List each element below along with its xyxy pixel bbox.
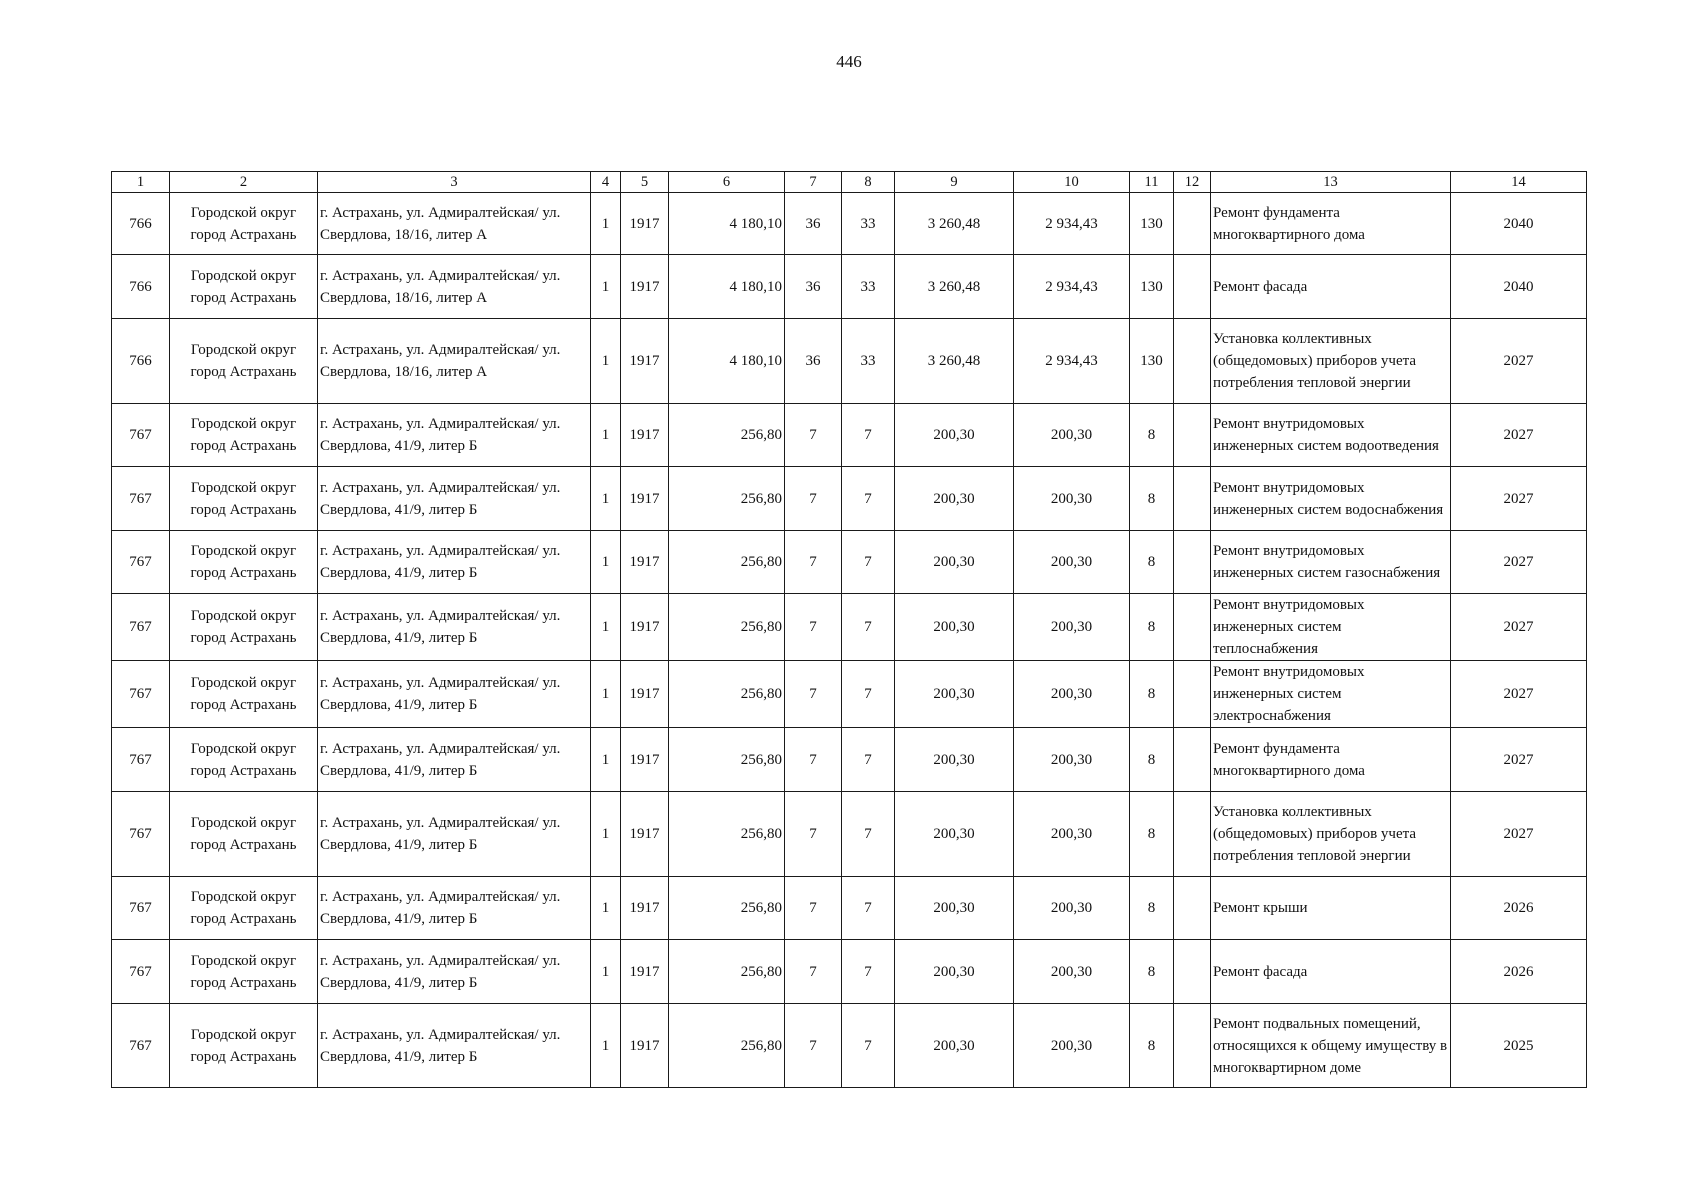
district-cell: Городской округ город Астрахань (170, 728, 318, 792)
address-cell: г. Астрахань, ул. Адмиралтейская/ ул. Свердлова, 41/9, литер Б (318, 661, 591, 728)
column-header-6: 6 (669, 172, 785, 193)
work-type-cell: Ремонт крыши (1211, 877, 1451, 940)
col10-cell: 200,30 (1014, 404, 1130, 467)
row-number: 767 (112, 940, 170, 1004)
col9-cell: 200,30 (895, 877, 1014, 940)
col8-cell: 7 (842, 594, 895, 661)
col10-cell: 200,30 (1014, 531, 1130, 594)
plan-year-cell: 2027 (1451, 594, 1587, 661)
col7-cell: 7 (785, 531, 842, 594)
work-type-cell: Ремонт подвальных помещений, относящихся к общему имуществу в многоквартирном доме (1211, 1004, 1451, 1088)
district-cell: Городской округ город Астрахань (170, 1004, 318, 1088)
table-row (112, 255, 1587, 319)
col9-cell: 3 260,48 (895, 255, 1014, 319)
col8-cell: 7 (842, 940, 895, 1004)
col8-cell: 7 (842, 661, 895, 728)
total-area-cell: 256,80 (669, 792, 785, 877)
column-header-13: 13 (1211, 172, 1451, 193)
year-built-cell: 1917 (621, 940, 669, 1004)
col7-cell: 7 (785, 594, 842, 661)
total-area-cell: 256,80 (669, 467, 785, 531)
col7-cell: 7 (785, 661, 842, 728)
col8-cell: 7 (842, 404, 895, 467)
district-cell: Городской округ город Астрахань (170, 531, 318, 594)
col10-cell: 2 934,43 (1014, 255, 1130, 319)
floors-cell: 1 (591, 728, 621, 792)
district-cell: Городской округ город Астрахань (170, 404, 318, 467)
plan-year-cell: 2040 (1451, 255, 1587, 319)
year-built-cell: 1917 (621, 319, 669, 404)
table-row (112, 661, 1587, 728)
col10-cell: 2 934,43 (1014, 319, 1130, 404)
col12-cell (1174, 1004, 1211, 1088)
column-header-4: 4 (591, 172, 621, 193)
year-built-cell: 1917 (621, 1004, 669, 1088)
column-header-12: 12 (1174, 172, 1211, 193)
col7-cell: 7 (785, 792, 842, 877)
total-area-cell: 4 180,10 (669, 255, 785, 319)
col8-cell: 7 (842, 531, 895, 594)
column-header-14: 14 (1451, 172, 1587, 193)
table-row (112, 728, 1587, 792)
col10-cell: 200,30 (1014, 728, 1130, 792)
col12-cell (1174, 193, 1211, 255)
col8-cell: 33 (842, 319, 895, 404)
row-number: 767 (112, 728, 170, 792)
col12-cell (1174, 661, 1211, 728)
table-row (112, 877, 1587, 940)
year-built-cell: 1917 (621, 661, 669, 728)
floors-cell: 1 (591, 404, 621, 467)
page-number: 446 (836, 52, 862, 71)
col9-cell: 200,30 (895, 594, 1014, 661)
table-body (112, 193, 1587, 1088)
col12-cell (1174, 877, 1211, 940)
row-number: 767 (112, 792, 170, 877)
total-area-cell: 256,80 (669, 940, 785, 1004)
col12-cell (1174, 594, 1211, 661)
work-type-cell: Ремонт внутридомовых инженерных систем водоотведения (1211, 404, 1451, 467)
col7-cell: 7 (785, 728, 842, 792)
floors-cell: 1 (591, 531, 621, 594)
col12-cell (1174, 728, 1211, 792)
year-built-cell: 1917 (621, 594, 669, 661)
district-cell: Городской округ город Астрахань (170, 661, 318, 728)
total-area-cell: 256,80 (669, 594, 785, 661)
column-number-row (112, 172, 1587, 193)
col9-cell: 200,30 (895, 728, 1014, 792)
col12-cell (1174, 531, 1211, 594)
row-number: 767 (112, 877, 170, 940)
col7-cell: 7 (785, 877, 842, 940)
table-row (112, 319, 1587, 404)
col12-cell (1174, 467, 1211, 531)
table-row (112, 594, 1587, 661)
col7-cell: 7 (785, 1004, 842, 1088)
plan-year-cell: 2040 (1451, 193, 1587, 255)
column-header-2: 2 (170, 172, 318, 193)
district-cell: Городской округ город Астрахань (170, 792, 318, 877)
year-built-cell: 1917 (621, 531, 669, 594)
row-number: 767 (112, 467, 170, 531)
plan-year-cell: 2027 (1451, 467, 1587, 531)
col9-cell: 200,30 (895, 404, 1014, 467)
address-cell: г. Астрахань, ул. Адмиралтейская/ ул. Свердлова, 41/9, литер Б (318, 940, 591, 1004)
year-built-cell: 1917 (621, 877, 669, 940)
year-built-cell: 1917 (621, 728, 669, 792)
col7-cell: 36 (785, 193, 842, 255)
work-type-cell: Ремонт внутридомовых инженерных систем водоснабжения (1211, 467, 1451, 531)
district-cell: Городской округ город Астрахань (170, 319, 318, 404)
plan-year-cell: 2026 (1451, 877, 1587, 940)
col8-cell: 7 (842, 792, 895, 877)
total-area-cell: 256,80 (669, 1004, 785, 1088)
address-cell: г. Астрахань, ул. Адмиралтейская/ ул. Свердлова, 41/9, литер Б (318, 531, 591, 594)
column-header-1: 1 (112, 172, 170, 193)
col11-cell: 8 (1130, 531, 1174, 594)
plan-year-cell: 2027 (1451, 661, 1587, 728)
col10-cell: 200,30 (1014, 792, 1130, 877)
col11-cell: 8 (1130, 404, 1174, 467)
address-cell: г. Астрахань, ул. Адмиралтейская/ ул. Свердлова, 41/9, литер Б (318, 728, 591, 792)
col8-cell: 7 (842, 1004, 895, 1088)
work-type-cell: Установка коллективных (общедомовых) приборов учета потребления тепловой энергии (1211, 792, 1451, 877)
year-built-cell: 1917 (621, 467, 669, 531)
district-cell: Городской округ город Астрахань (170, 255, 318, 319)
col11-cell: 8 (1130, 940, 1174, 1004)
table-row (112, 404, 1587, 467)
row-number: 767 (112, 594, 170, 661)
work-type-cell: Ремонт внутридомовых инженерных систем газоснабжения (1211, 531, 1451, 594)
col12-cell (1174, 255, 1211, 319)
address-cell: г. Астрахань, ул. Адмиралтейская/ ул. Свердлова, 41/9, литер Б (318, 404, 591, 467)
col8-cell: 7 (842, 877, 895, 940)
work-type-cell: Ремонт внутридомовых инженерных систем теплоснабжения (1211, 594, 1451, 661)
floors-cell: 1 (591, 467, 621, 531)
col9-cell: 200,30 (895, 1004, 1014, 1088)
row-number: 766 (112, 255, 170, 319)
year-built-cell: 1917 (621, 255, 669, 319)
col9-cell: 200,30 (895, 940, 1014, 1004)
column-header-10: 10 (1014, 172, 1130, 193)
row-number: 766 (112, 319, 170, 404)
col9-cell: 200,30 (895, 661, 1014, 728)
work-type-cell: Ремонт фундамента многоквартирного дома (1211, 193, 1451, 255)
address-cell: г. Астрахань, ул. Адмиралтейская/ ул. Свердлова, 41/9, литер Б (318, 467, 591, 531)
col10-cell: 200,30 (1014, 877, 1130, 940)
row-number: 767 (112, 1004, 170, 1088)
floors-cell: 1 (591, 940, 621, 1004)
col9-cell: 3 260,48 (895, 193, 1014, 255)
col8-cell: 7 (842, 728, 895, 792)
capital-repair-table (111, 171, 1587, 1088)
district-cell: Городской округ город Астрахань (170, 467, 318, 531)
col11-cell: 8 (1130, 594, 1174, 661)
plan-year-cell: 2026 (1451, 940, 1587, 1004)
year-built-cell: 1917 (621, 792, 669, 877)
col7-cell: 7 (785, 940, 842, 1004)
table-row (112, 467, 1587, 531)
col10-cell: 200,30 (1014, 1004, 1130, 1088)
col10-cell: 200,30 (1014, 594, 1130, 661)
floors-cell: 1 (591, 877, 621, 940)
total-area-cell: 256,80 (669, 728, 785, 792)
year-built-cell: 1917 (621, 193, 669, 255)
total-area-cell: 4 180,10 (669, 319, 785, 404)
address-cell: г. Астрахань, ул. Адмиралтейская/ ул. Свердлова, 18/16, литер А (318, 319, 591, 404)
row-number: 767 (112, 661, 170, 728)
district-cell: Городской округ город Астрахань (170, 877, 318, 940)
address-cell: г. Астрахань, ул. Адмиралтейская/ ул. Свердлова, 41/9, литер Б (318, 877, 591, 940)
col7-cell: 36 (785, 255, 842, 319)
plan-year-cell: 2027 (1451, 728, 1587, 792)
total-area-cell: 256,80 (669, 531, 785, 594)
work-type-cell: Установка коллективных (общедомовых) приборов учета потребления тепловой энергии (1211, 319, 1451, 404)
col9-cell: 200,30 (895, 792, 1014, 877)
floors-cell: 1 (591, 1004, 621, 1088)
plan-year-cell: 2027 (1451, 531, 1587, 594)
district-cell: Городской округ город Астрахань (170, 193, 318, 255)
floors-cell: 1 (591, 319, 621, 404)
total-area-cell: 256,80 (669, 877, 785, 940)
col9-cell: 200,30 (895, 467, 1014, 531)
col12-cell (1174, 319, 1211, 404)
work-type-cell: Ремонт внутридомовых инженерных систем электроснабжения (1211, 661, 1451, 728)
row-number: 767 (112, 531, 170, 594)
plan-year-cell: 2025 (1451, 1004, 1587, 1088)
col8-cell: 33 (842, 193, 895, 255)
table-row (112, 531, 1587, 594)
col7-cell: 7 (785, 467, 842, 531)
col12-cell (1174, 792, 1211, 877)
floors-cell: 1 (591, 255, 621, 319)
column-header-8: 8 (842, 172, 895, 193)
work-type-cell: Ремонт фасада (1211, 940, 1451, 1004)
col12-cell (1174, 940, 1211, 1004)
plan-year-cell: 2027 (1451, 319, 1587, 404)
total-area-cell: 4 180,10 (669, 193, 785, 255)
year-built-cell: 1917 (621, 404, 669, 467)
plan-year-cell: 2027 (1451, 792, 1587, 877)
col10-cell: 200,30 (1014, 661, 1130, 728)
col11-cell: 130 (1130, 319, 1174, 404)
floors-cell: 1 (591, 594, 621, 661)
column-header-11: 11 (1130, 172, 1174, 193)
col9-cell: 3 260,48 (895, 319, 1014, 404)
col12-cell (1174, 404, 1211, 467)
total-area-cell: 256,80 (669, 661, 785, 728)
col11-cell: 8 (1130, 1004, 1174, 1088)
col11-cell: 8 (1130, 792, 1174, 877)
floors-cell: 1 (591, 661, 621, 728)
col11-cell: 8 (1130, 661, 1174, 728)
col10-cell: 2 934,43 (1014, 193, 1130, 255)
table-row (112, 193, 1587, 255)
column-header-5: 5 (621, 172, 669, 193)
work-type-cell: Ремонт фундамента многоквартирного дома (1211, 728, 1451, 792)
address-cell: г. Астрахань, ул. Адмиралтейская/ ул. Свердлова, 18/16, литер А (318, 193, 591, 255)
col11-cell: 8 (1130, 877, 1174, 940)
col7-cell: 7 (785, 404, 842, 467)
work-type-cell: Ремонт фасада (1211, 255, 1451, 319)
table-row (112, 1004, 1587, 1088)
col9-cell: 200,30 (895, 531, 1014, 594)
column-header-7: 7 (785, 172, 842, 193)
col11-cell: 8 (1130, 728, 1174, 792)
floors-cell: 1 (591, 792, 621, 877)
col8-cell: 33 (842, 255, 895, 319)
floors-cell: 1 (591, 193, 621, 255)
plan-year-cell: 2027 (1451, 404, 1587, 467)
total-area-cell: 256,80 (669, 404, 785, 467)
col10-cell: 200,30 (1014, 467, 1130, 531)
table-row (112, 792, 1587, 877)
address-cell: г. Астрахань, ул. Адмиралтейская/ ул. Свердлова, 41/9, литер Б (318, 792, 591, 877)
district-cell: Городской округ город Астрахань (170, 940, 318, 1004)
row-number: 766 (112, 193, 170, 255)
col8-cell: 7 (842, 467, 895, 531)
col11-cell: 130 (1130, 193, 1174, 255)
col10-cell: 200,30 (1014, 940, 1130, 1004)
column-header-3: 3 (318, 172, 591, 193)
address-cell: г. Астрахань, ул. Адмиралтейская/ ул. Свердлова, 41/9, литер Б (318, 594, 591, 661)
address-cell: г. Астрахань, ул. Адмиралтейская/ ул. Свердлова, 41/9, литер Б (318, 1004, 591, 1088)
row-number: 767 (112, 404, 170, 467)
table-row (112, 940, 1587, 1004)
col11-cell: 130 (1130, 255, 1174, 319)
col11-cell: 8 (1130, 467, 1174, 531)
address-cell: г. Астрахань, ул. Адмиралтейская/ ул. Свердлова, 18/16, литер А (318, 255, 591, 319)
district-cell: Городской округ город Астрахань (170, 594, 318, 661)
col7-cell: 36 (785, 319, 842, 404)
column-header-9: 9 (895, 172, 1014, 193)
